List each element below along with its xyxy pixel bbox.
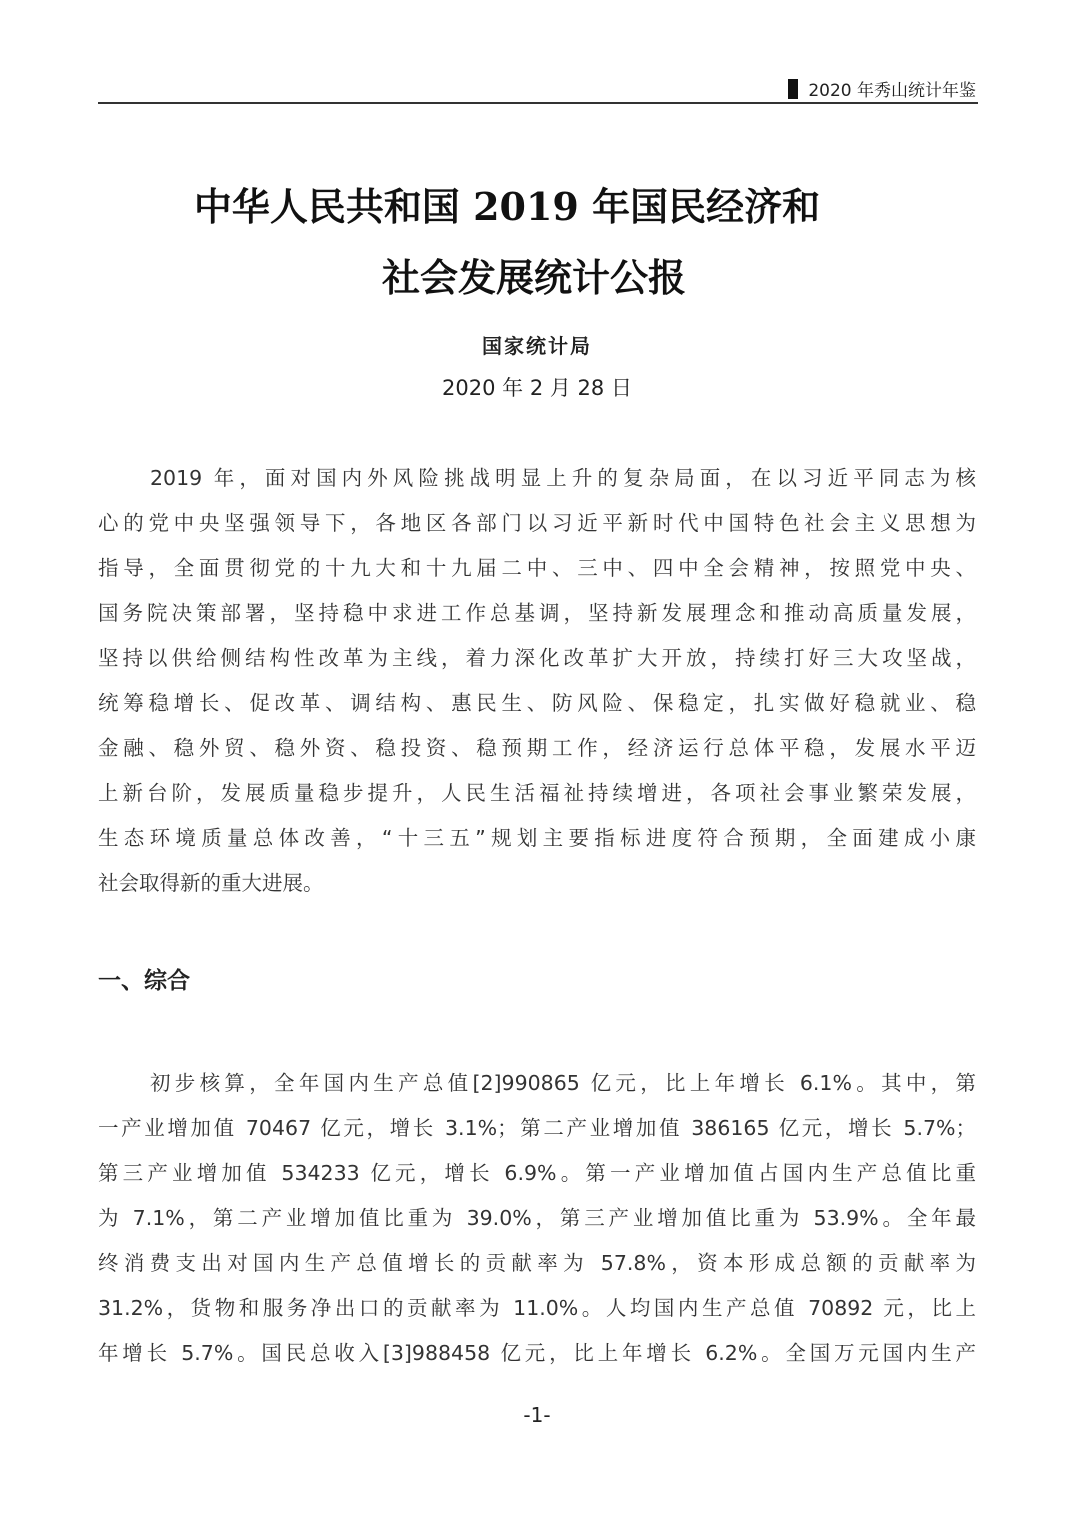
- paragraph-line: 31.2%，货物和服务净出口的贡献率为 11.0%。人均国内生产总值 70892 元，比上: [98, 1296, 976, 1320]
- paragraph-line: 上新台阶，发展质量稳步提升，人民生活福祉持续增进，各项社会事业繁荣发展，: [98, 781, 976, 805]
- paragraph-line: 社会取得新的重大进展。: [98, 871, 324, 895]
- paragraph-line: 国务院决策部署，坚持稳中求进工作总基调，坚持新发展理念和推动高质量发展，: [98, 601, 976, 625]
- section-heading: 一、综合: [98, 968, 190, 994]
- running-title: 2020 年秀山统计年鉴: [808, 81, 976, 101]
- paragraph-line: 2019 年，面对国内外风险挑战明显上升的复杂局面，在以习近平同志为核: [150, 466, 976, 490]
- document-title-line-2: 社会发展统计公报: [381, 255, 686, 300]
- paragraph-line: 终消费支出对国内生产总值增长的贡献率为 57.8%，资本形成总额的贡献率为: [98, 1251, 976, 1275]
- document-author: 国家统计局: [482, 334, 592, 358]
- running-header: [98, 74, 978, 104]
- document-date: 2020 年 2 月 28 日: [442, 376, 632, 400]
- paragraph-line: 心的党中央坚强领导下，各地区各部门以习近平新时代中国特色社会主义思想为: [98, 511, 976, 535]
- paragraph-line: 金融、稳外贸、稳外资、稳投资、稳预期工作，经济运行总体平稳，发展水平迈: [98, 736, 976, 760]
- paragraph-line: 坚持以供给侧结构性改革为主线，着力深化改革扩大开放，持续打好三大攻坚战，: [98, 646, 976, 670]
- paragraph-line: 一产业增加值 70467 亿元，增长 3.1%；第二产业增加值 386165 亿元，增长 5.7%；: [98, 1116, 976, 1140]
- header-bar-icon: [788, 79, 798, 99]
- paragraph-line: 生态环境质量总体改善，“十三五”规划主要指标进度符合预期，全面建成小康: [98, 826, 976, 850]
- header-title-group: [788, 76, 976, 101]
- paragraph-line: 年增长 5.7%。国民总收入[3]988458 亿元，比上年增长 6.2%。全国万元国内生产: [98, 1341, 976, 1365]
- document-title-line-1: 中华人民共和国 2019 年国民经济和: [193, 184, 821, 229]
- paragraph-line: 初步核算，全年国内生产总值[2]990865 亿元，比上年增长 6.1%。其中，第: [150, 1071, 976, 1095]
- paragraph-line: 为 7.1%，第二产业增加值比重为 39.0%，第三产业增加值比重为 53.9%。全年最: [98, 1206, 976, 1230]
- paragraph-line: 统筹稳增长、促改革、调结构、惠民生、防风险、保稳定，扎实做好稳就业、稳: [98, 691, 976, 715]
- paragraph-line: 指导，全面贯彻党的十九大和十九届二中、三中、四中全会精神，按照党中央、: [98, 556, 976, 580]
- page-number: -1-: [523, 1403, 551, 1427]
- paragraph-line: 第三产业增加值 534233 亿元，增长 6.9%。第一产业增加值占国内生产总值比重: [98, 1161, 976, 1185]
